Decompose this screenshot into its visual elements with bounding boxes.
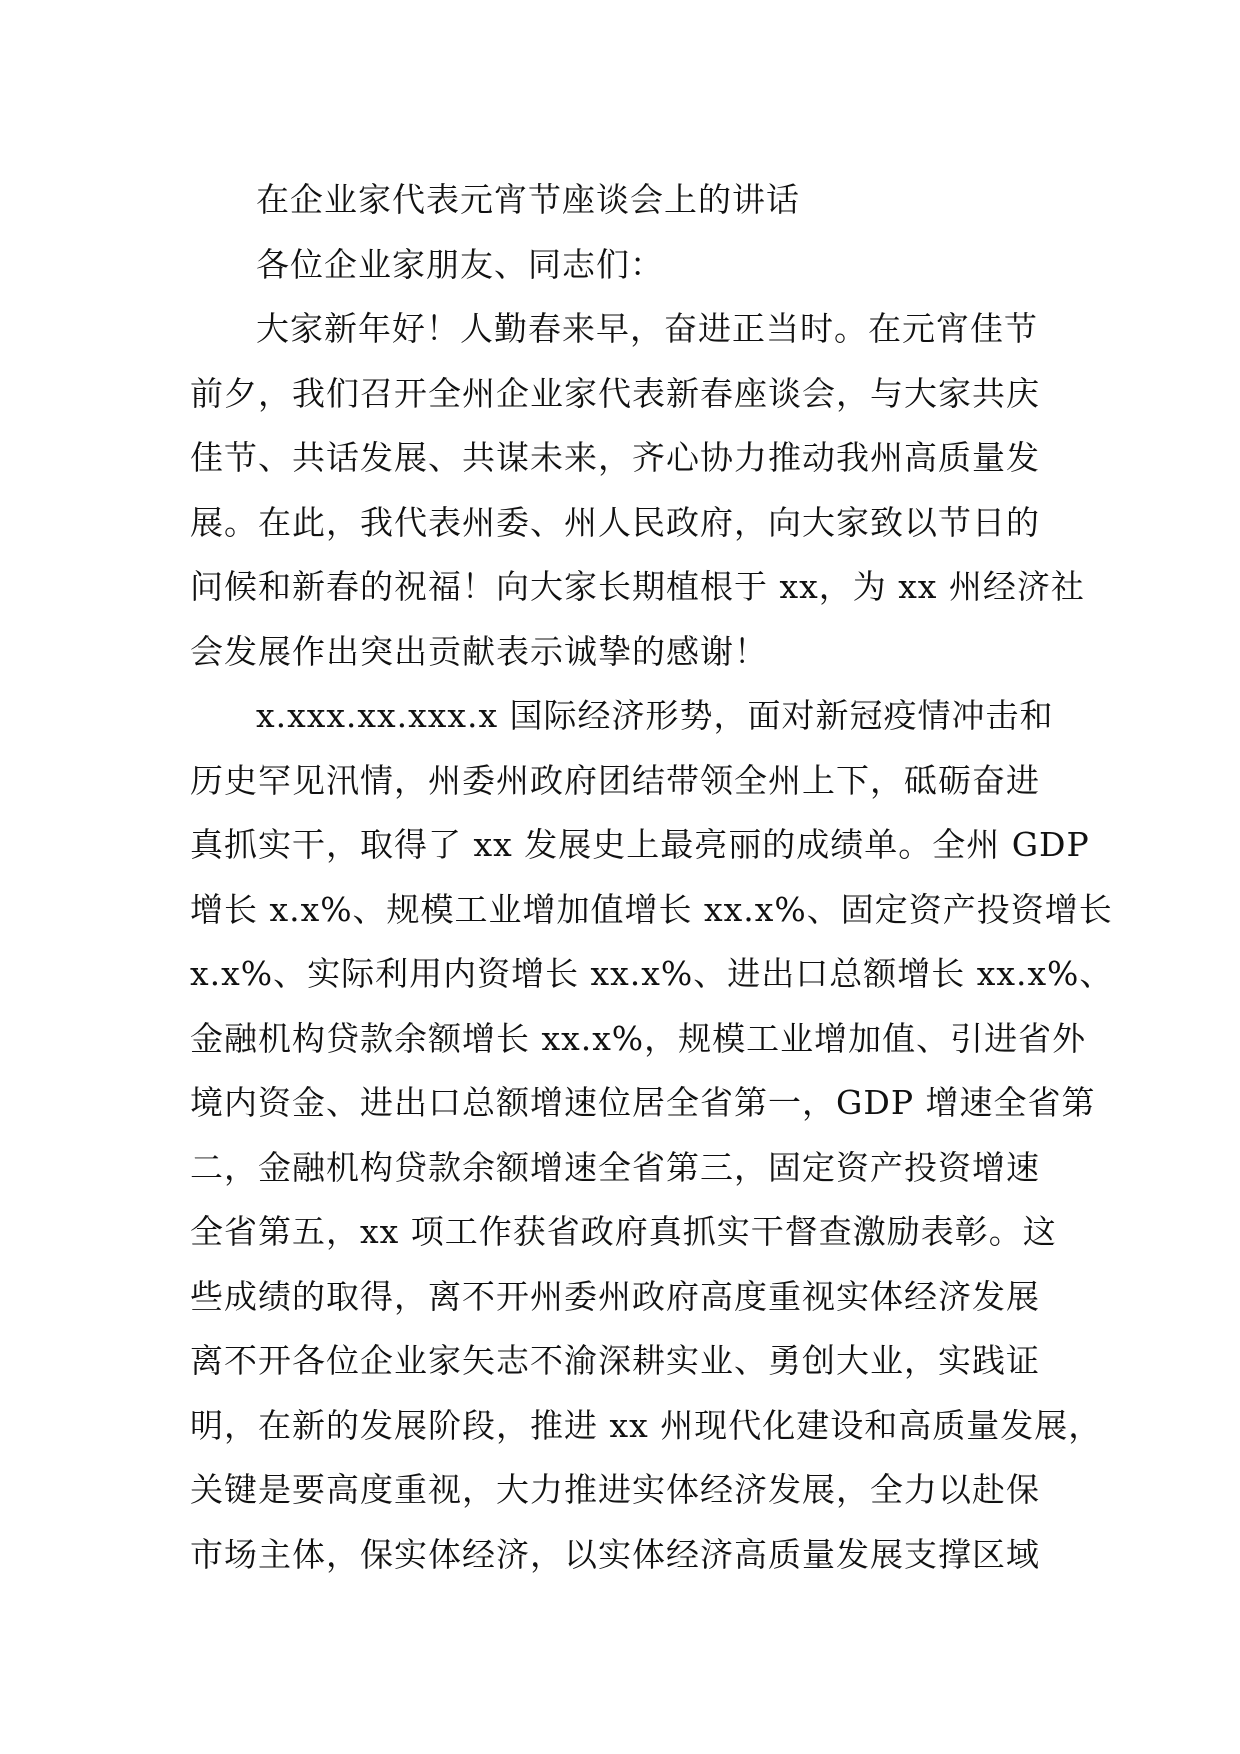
paragraph-line: 会发展作出突出贡献表示诚挚的感谢！ <box>190 631 768 671</box>
paragraph-line: 些成绩的取得，离不开州委州政府高度重视实体经济发展 <box>190 1276 1040 1316</box>
paragraph-2 <box>190 684 1114 1587</box>
paragraph-line: 增长 x.x%、规模工业增加值增长 xx.x%、固定资产投资增长 <box>190 889 1113 929</box>
paragraph-line: 大家新年好！人勤春来早，奋进正当时。在元宵佳节 <box>256 309 1038 348</box>
paragraph-line: 历史罕见汛情，州委州政府团结带领全州上下，砥砺奋进 <box>190 760 1040 800</box>
paragraph-line: 市场主体，保实体经济，以实体经济高质量发展支撑区域 <box>190 1534 1040 1574</box>
paragraph-line: 离不开各位企业家矢志不渝深耕实业、勇创大业，实践证 <box>190 1341 1040 1380</box>
paragraph-line: x.x%、实际利用内资增长 xx.x%、进出口总额增长 xx.x%、 <box>190 954 1114 993</box>
paragraph-line: 关键是要高度重视，大力推进实体经济发展，全力以赴保 <box>190 1470 1040 1509</box>
paragraph-line: 境内资金、进出口总额增速位居全省第一，GDP 增速全省第 <box>190 1083 1096 1122</box>
paragraph-line: 全省第五，xx 项工作获省政府真抓实干督查激励表彰。这 <box>190 1212 1057 1251</box>
paragraph-line: 明，在新的发展阶段，推进 xx 州现代化建设和高质量发展， <box>190 1405 1103 1445</box>
document-page <box>190 168 1114 1587</box>
paragraph-line: x.xxx.xx.xxx.x 国际经济形势，面对新冠疫情冲击和 <box>256 696 1054 735</box>
paragraph-line: 问候和新春的祝福！向大家长期植根于 xx，为 xx 州经济社 <box>190 567 1085 606</box>
paragraph-line: 金融机构贷款余额增长 xx.x%，规模工业增加值、引进省外 <box>190 1018 1087 1058</box>
salutation: 各位企业家朋友、同志们： <box>256 244 664 284</box>
paragraph-line: 前夕，我们召开全州企业家代表新春座谈会，与大家共庆 <box>190 373 1040 413</box>
document-title: 在企业家代表元宵节座谈会上的讲话 <box>256 180 800 219</box>
paragraph-line: 佳节、共话发展、共谋未来，齐心协力推动我州高质量发 <box>190 438 1040 477</box>
paragraph-line: 真抓实干，取得了 xx 发展史上最亮丽的成绩单。全州 GDP <box>190 825 1090 864</box>
paragraph-line: 展。在此，我代表州委、州人民政府，向大家致以节日的 <box>190 502 1040 542</box>
paragraph-line: 二，金融机构贷款余额增速全省第三，固定资产投资增速 <box>190 1147 1040 1187</box>
paragraph-1 <box>190 297 1085 684</box>
